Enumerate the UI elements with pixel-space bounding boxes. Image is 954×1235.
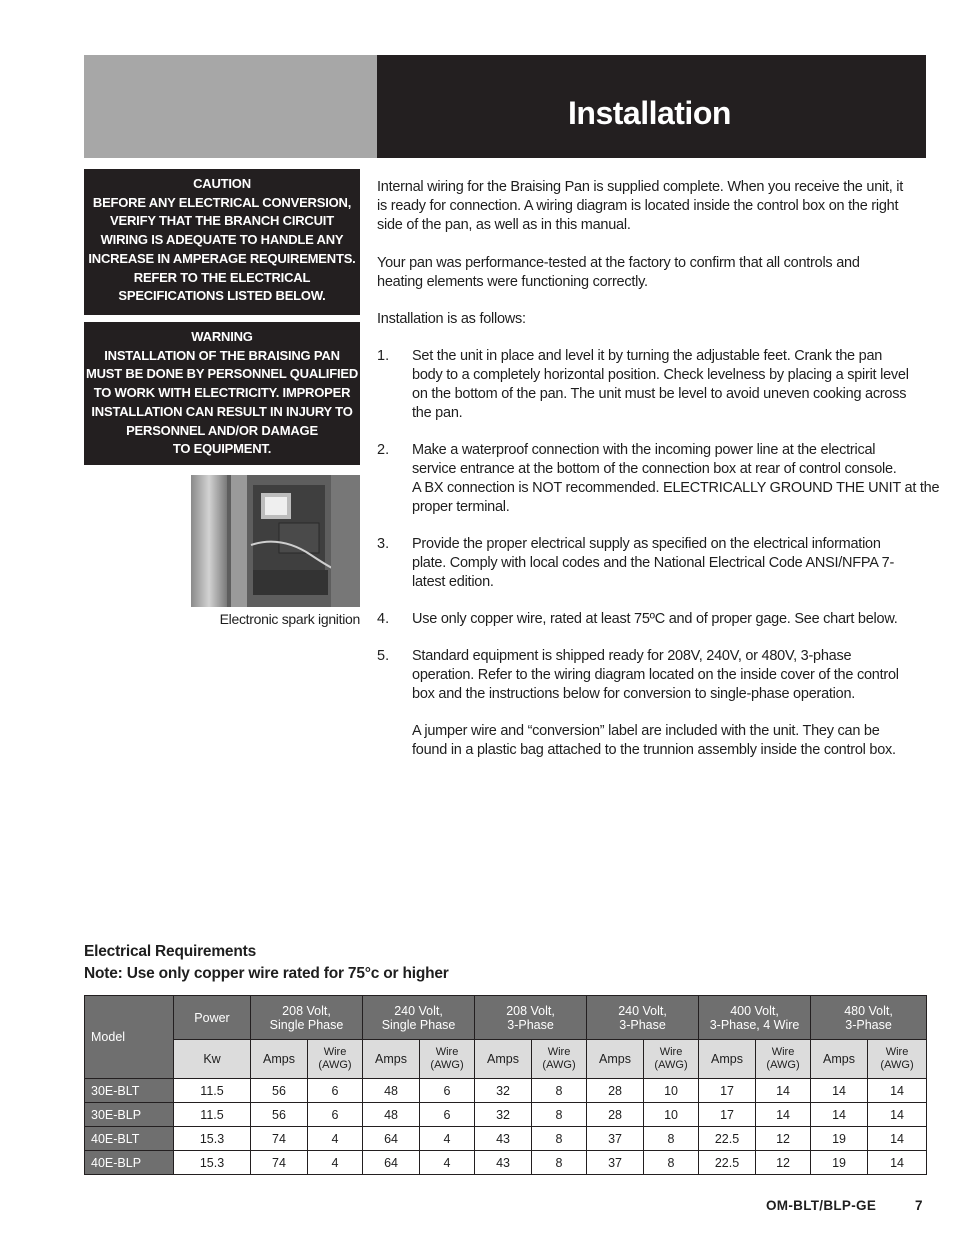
group-line: 3-Phase	[845, 1017, 892, 1032]
text-line: is ready for connection. A wiring diagram is located inside the control box on the right	[377, 198, 899, 214]
table-cell: 48	[363, 1103, 420, 1127]
table-cell: 8	[532, 1151, 587, 1175]
table-body	[85, 1079, 927, 1175]
table-cell: 10	[644, 1103, 699, 1127]
caution-line: VERIFY THAT THE BRANCH CIRCUIT	[110, 213, 334, 229]
step-text	[412, 647, 899, 704]
text-line: Use only copper wire, rated at least 75ºC and of proper gage. See chart below.	[412, 611, 898, 627]
caution-line: SPECIFICATIONS LISTED BELOW.	[118, 288, 326, 304]
wire-line: Wire	[771, 1046, 795, 1058]
table-cell: 32	[475, 1079, 532, 1103]
wire-line: (AWG)	[542, 1059, 576, 1071]
step-number: 4.	[377, 611, 390, 627]
page-number: 7	[915, 1198, 923, 1213]
text-line: Provide the proper electrical supply as specified on the electrical information	[412, 536, 881, 552]
table-cell: 74	[251, 1127, 308, 1151]
amps-header: Amps	[587, 1040, 644, 1079]
group-line: 400 Volt,	[730, 1003, 779, 1018]
voltage-group-header	[475, 996, 587, 1040]
table-cell: 15.3	[174, 1127, 251, 1151]
wire-header	[420, 1040, 475, 1079]
wire-line: Wire	[547, 1046, 571, 1058]
group-line: 3-Phase, 4 Wire	[709, 1017, 800, 1032]
table-cell: 19	[811, 1151, 868, 1175]
table-cell: 14	[811, 1103, 868, 1127]
warning-line: INSTALLATION CAN RESULT IN INJURY TO	[91, 403, 353, 419]
table-header-row	[85, 996, 927, 1040]
model-cell: 40E-BLP	[85, 1151, 174, 1175]
model-cell: 40E-BLT	[85, 1127, 174, 1151]
warning-line: MUST BE DONE BY PERSONNEL QUALIFIED	[85, 366, 359, 382]
step-text	[412, 535, 894, 592]
table-cell: 4	[420, 1151, 475, 1175]
table-cell: 64	[363, 1151, 420, 1175]
table-row	[85, 1079, 927, 1103]
table-cell: 12	[756, 1127, 811, 1151]
step-text	[412, 347, 909, 423]
table-row	[85, 1103, 927, 1127]
wire-header	[644, 1040, 699, 1079]
intro-paragraph-1	[377, 178, 903, 235]
voltage-group-header	[811, 996, 927, 1040]
amps-header: Amps	[363, 1040, 420, 1079]
voltage-group-header	[587, 996, 699, 1040]
amps-header: Amps	[699, 1040, 756, 1079]
table-cell: 4	[308, 1151, 363, 1175]
step-text	[412, 441, 939, 517]
wire-header	[532, 1040, 587, 1079]
warning-line: TO WORK WITH ELECTRICITY. IMPROPER	[93, 385, 351, 401]
model-cell: 30E-BLP	[85, 1103, 174, 1127]
photo-caption: Electronic spark ignition	[219, 611, 360, 627]
text-line: Internal wiring for the Braising Pan is supplied complete. When you receive the unit, it	[377, 179, 904, 195]
table-row	[85, 1127, 927, 1151]
wire-line: (AWG)	[430, 1059, 464, 1071]
group-line: 3-Phase	[619, 1017, 666, 1032]
text-line: service entrance at the bottom of the connection box at rear of control console.	[412, 461, 897, 477]
table-cell: 14	[756, 1103, 811, 1127]
warning-line: TO EQUIPMENT.	[172, 441, 272, 457]
table-cell: 6	[308, 1103, 363, 1127]
intro-paragraph-2	[377, 254, 860, 292]
group-line: Single Phase	[269, 1017, 344, 1032]
header-gray-band	[84, 55, 377, 158]
table-cell: 14	[868, 1151, 927, 1175]
wire-header	[308, 1040, 363, 1079]
amps-header: Amps	[811, 1040, 868, 1079]
table-cell: 32	[475, 1103, 532, 1127]
caution-line: BEFORE ANY ELECTRICAL CONVERSION,	[92, 194, 352, 210]
table-cell: 8	[644, 1127, 699, 1151]
requirements-note: Note: Use only copper wire rated for 75°c or higher	[84, 965, 449, 982]
document-code: OM-BLT/BLP-GE	[766, 1198, 877, 1213]
table-cell: 48	[363, 1079, 420, 1103]
table-cell: 22.5	[699, 1127, 756, 1151]
wire-header	[868, 1040, 927, 1079]
intro-paragraph-3: Installation is as follows:	[377, 311, 526, 327]
text-line: operation. Refer to the wiring diagram located on the inside cover of the control	[412, 667, 899, 683]
group-line: 240 Volt,	[618, 1003, 667, 1018]
text-line: latest edition.	[412, 574, 494, 590]
electrical-requirements-table	[84, 995, 927, 1175]
table-cell: 19	[811, 1127, 868, 1151]
voltage-group-header	[251, 996, 363, 1040]
table-cell: 14	[811, 1079, 868, 1103]
caution-notice	[84, 169, 360, 315]
text-line: on the bottom of the pan. The unit must be level to avoid uneven cooking across	[412, 386, 907, 402]
table-cell: 37	[587, 1127, 644, 1151]
table-cell: 14	[868, 1103, 927, 1127]
table-cell: 14	[868, 1127, 927, 1151]
table-cell: 15.3	[174, 1151, 251, 1175]
step-number: 1.	[377, 348, 390, 364]
wire-line: Wire	[435, 1046, 459, 1058]
group-line: Single Phase	[381, 1017, 456, 1032]
text-line: A BX connection is NOT recommended. ELECTRICALLY GROUND THE UNIT at the	[412, 480, 940, 496]
text-line: body to a completely horizontal position. Check levelness by placing a spirit level	[412, 367, 909, 383]
table-cell: 11.5	[174, 1103, 251, 1127]
table-cell: 4	[308, 1127, 363, 1151]
group-line: 3-Phase	[507, 1017, 554, 1032]
step-number: 2.	[377, 442, 390, 458]
group-line: 240 Volt,	[394, 1003, 443, 1018]
table-cell: 6	[420, 1103, 475, 1127]
wire-line: (AWG)	[654, 1059, 688, 1071]
caution-line: INCREASE IN AMPERAGE REQUIREMENTS.	[88, 250, 356, 266]
table-cell: 14	[756, 1079, 811, 1103]
text-line: heating elements were functioning correctly.	[377, 274, 648, 290]
step-number: 3.	[377, 536, 390, 552]
amps-header: Amps	[251, 1040, 308, 1079]
table-cell: 6	[420, 1079, 475, 1103]
table-cell: 8	[532, 1079, 587, 1103]
group-line: 208 Volt,	[506, 1003, 555, 1018]
table-cell: 12	[756, 1151, 811, 1175]
caution-line: WIRING IS ADEQUATE TO HANDLE ANY	[100, 232, 344, 248]
model-cell: 30E-BLT	[85, 1079, 174, 1103]
table-cell: 11.5	[174, 1079, 251, 1103]
text-line: box and the instructions below for conversion to single-phase operation.	[412, 686, 856, 702]
text-line: plate. Comply with local codes and the National Electrical Code ANSI/NFPA 7-	[412, 555, 895, 571]
wire-line: (AWG)	[318, 1059, 352, 1071]
table-cell: 56	[251, 1103, 308, 1127]
caution-line: REFER TO THE ELECTRICAL	[133, 269, 311, 285]
text-line: Your pan was performance-tested at the factory to confirm that all controls and	[377, 255, 860, 271]
voltage-group-header	[699, 996, 811, 1040]
table-cell: 37	[587, 1151, 644, 1175]
requirements-title: Electrical Requirements	[84, 943, 257, 960]
table-cell: 64	[363, 1127, 420, 1151]
step-number: 5.	[377, 648, 390, 664]
voltage-group-header	[363, 996, 475, 1040]
warning-line: INSTALLATION OF THE BRAISING PAN	[104, 347, 340, 363]
table-cell: 22.5	[699, 1151, 756, 1175]
caution-line: CAUTION	[193, 176, 251, 191]
model-header: Model	[85, 996, 174, 1079]
text-line: Standard equipment is shipped ready for 208V, 240V, or 480V, 3-phase	[412, 648, 852, 664]
step-text	[412, 610, 898, 629]
table-cell: 43	[475, 1127, 532, 1151]
table-cell: 28	[587, 1079, 644, 1103]
table-cell: 17	[699, 1103, 756, 1127]
warning-line: PERSONNEL AND/OR DAMAGE	[126, 422, 318, 438]
table-cell: 8	[644, 1151, 699, 1175]
wire-line: Wire	[659, 1046, 683, 1058]
wire-line: (AWG)	[880, 1059, 914, 1071]
text-line: side of the pan, as well as in this manual.	[377, 217, 631, 233]
table-cell: 17	[699, 1079, 756, 1103]
table-cell: 43	[475, 1151, 532, 1175]
text-line: Set the unit in place and level it by turning the adjustable feet. Crank the pan	[412, 348, 883, 364]
text-line: A jumper wire and “conversion” label are included with the unit. They can be	[412, 723, 880, 739]
table-cell: 4	[420, 1127, 475, 1151]
spark-ignition-photo	[191, 475, 360, 607]
wire-line: Wire	[885, 1046, 909, 1058]
text-line: the pan.	[412, 405, 463, 421]
wire-line: Wire	[323, 1046, 347, 1058]
step-5-note	[412, 722, 896, 760]
kw-header: Kw	[174, 1040, 251, 1079]
wire-header	[756, 1040, 811, 1079]
text-line: Make a waterproof connection with the incoming power line at the electrical	[412, 442, 876, 458]
text-line: proper terminal.	[412, 499, 510, 515]
text-line: found in a plastic bag attached to the trunnion assembly inside the control box.	[412, 742, 896, 758]
table-cell: 8	[532, 1103, 587, 1127]
table-cell: 56	[251, 1079, 308, 1103]
warning-notice	[84, 322, 360, 465]
table-subheader-row	[85, 1040, 927, 1079]
table-cell: 28	[587, 1103, 644, 1127]
table-row	[85, 1151, 927, 1175]
group-line: 208 Volt,	[282, 1003, 331, 1018]
warning-line: WARNING	[191, 329, 253, 344]
table-cell: 10	[644, 1079, 699, 1103]
table-cell: 14	[868, 1079, 927, 1103]
header-dark-band	[377, 55, 926, 158]
power-header: Power	[174, 996, 251, 1040]
amps-header: Amps	[475, 1040, 532, 1079]
table-cell: 74	[251, 1151, 308, 1175]
wire-line: (AWG)	[766, 1059, 800, 1071]
table-cell: 8	[532, 1127, 587, 1151]
table-cell: 6	[308, 1079, 363, 1103]
page-title: Installation	[568, 95, 731, 131]
group-line: 480 Volt,	[844, 1003, 893, 1018]
